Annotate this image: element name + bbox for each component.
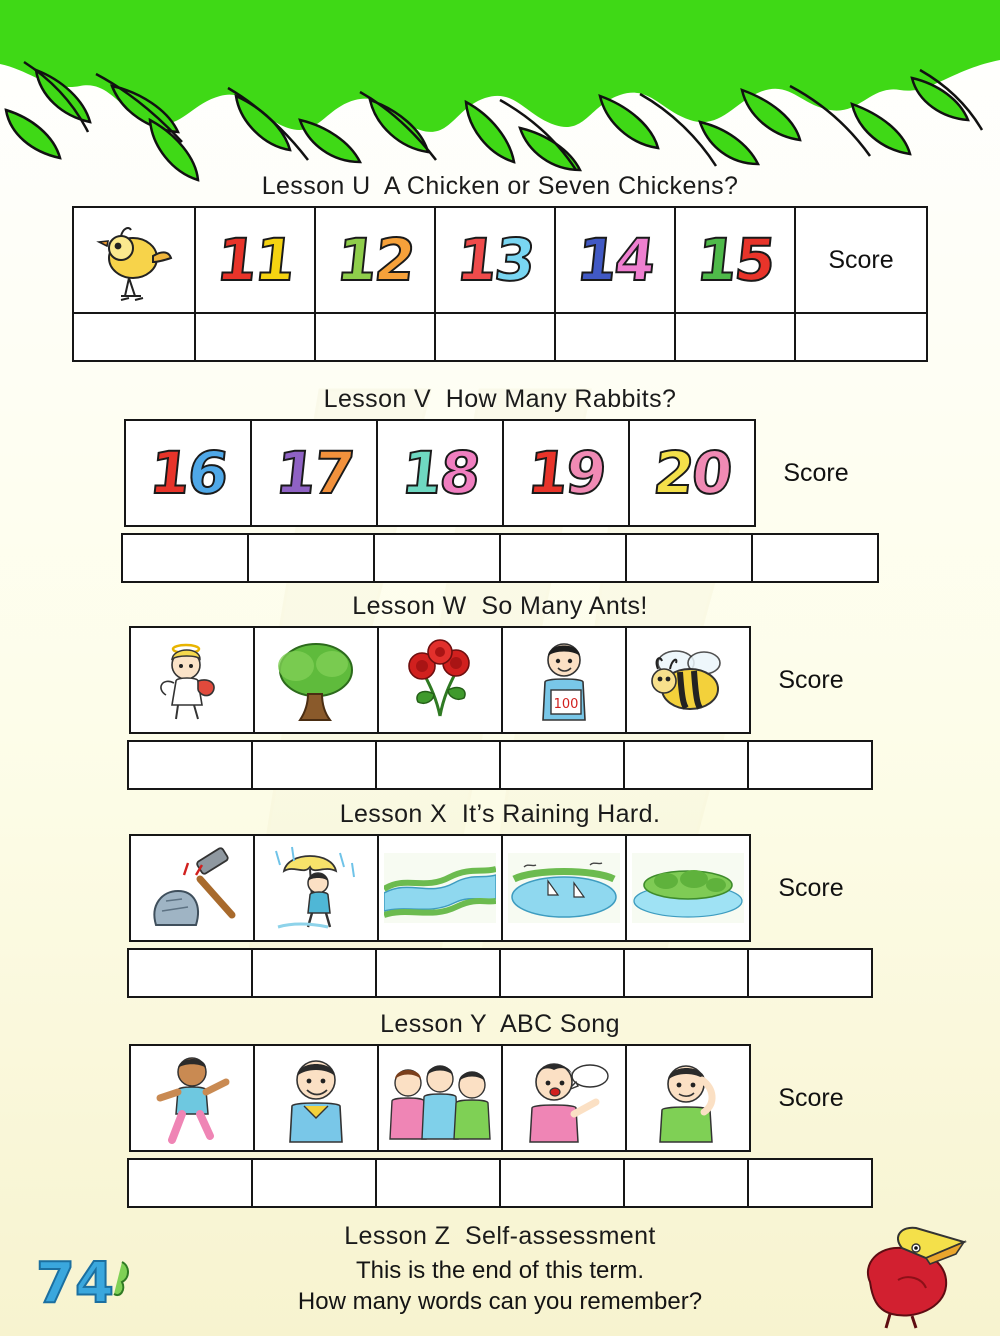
score-entry-cell[interactable] [376, 1159, 500, 1207]
toucan-bird-decoration [830, 1220, 980, 1330]
lesson-x-title: Lesson X It’s Raining Hard. [339, 800, 661, 828]
girl-with-umbrella-picture-cell [254, 835, 378, 941]
running-boy-icon [148, 1052, 236, 1144]
table-row [125, 420, 876, 526]
number-cell [675, 207, 795, 313]
table-row [73, 207, 927, 313]
score-label: Score [795, 207, 927, 313]
boy-with-test-icon [521, 636, 607, 724]
table-row [130, 835, 871, 941]
lesson-y-block [0, 1010, 1000, 1213]
lesson-y-score-table [127, 1158, 873, 1208]
girl-speaking-picture-cell [502, 1045, 626, 1151]
score-entry-cell[interactable] [376, 741, 500, 789]
score-entry-cell[interactable] [128, 1159, 252, 1207]
table-row [128, 1159, 872, 1207]
lesson-u-table-wrap [72, 206, 928, 362]
score-entry-cell[interactable] [500, 949, 624, 997]
score-entry-cell[interactable] [122, 534, 248, 582]
table-row [130, 627, 871, 733]
score-entry-cell[interactable] [376, 949, 500, 997]
number-cell [251, 420, 377, 526]
lesson-x-score-table [127, 948, 873, 998]
chick-picture-cell [73, 207, 195, 313]
score-entry-cell[interactable] [748, 1159, 872, 1207]
hammer-and-stone-picture-cell [130, 835, 254, 941]
number-cell [503, 420, 629, 526]
lesson-x-table-wrap [127, 834, 873, 998]
score-label: Score [778, 665, 844, 694]
tree-icon [270, 636, 362, 724]
score-entry-cell[interactable] [374, 534, 500, 582]
lesson-w-score-table [127, 740, 873, 790]
score-entry-cell[interactable] [500, 741, 624, 789]
lesson-z-title: Lesson Z Self-assessment [344, 1222, 656, 1250]
footer-line-1: This is the end of this term. [355, 1257, 645, 1284]
three-children-picture-cell [378, 1045, 502, 1151]
number-11: 1 1 [213, 226, 297, 294]
lesson-w-block [0, 592, 1000, 795]
number-15: 1 5 [693, 226, 777, 294]
score-label: Score [778, 1083, 844, 1112]
lesson-y-title: Lesson Y ABC Song [380, 1010, 620, 1038]
lesson-v-score-table [121, 533, 879, 583]
chick-icon [91, 216, 177, 304]
leaf-canopy-decoration [0, 0, 1000, 200]
lesson-w-table-wrap [127, 626, 873, 790]
lesson-u-table [72, 206, 928, 362]
score-entry-cell[interactable] [252, 949, 376, 997]
score-entry-cell[interactable] [624, 741, 748, 789]
number-14: 1 4 [573, 226, 657, 294]
lesson-y-table-wrap [127, 1044, 873, 1208]
score-label: Score [778, 873, 844, 902]
score-entry-cell[interactable] [252, 741, 376, 789]
girl-speaking-icon [516, 1052, 612, 1144]
score-entry-cell[interactable] [315, 313, 435, 361]
number-cell [315, 207, 435, 313]
thinking-boy-icon [642, 1052, 734, 1144]
running-boy-picture-cell [130, 1045, 254, 1151]
number-13: 1 3 [453, 226, 537, 294]
page-number [30, 1246, 140, 1316]
lesson-v-table [124, 419, 876, 527]
score-entry-cell[interactable] [128, 741, 252, 789]
hammer-and-stone-icon [144, 845, 240, 931]
island-picture-cell [626, 835, 750, 941]
smiling-boy-picture-cell [254, 1045, 378, 1151]
lesson-w-table [129, 626, 871, 734]
lesson-x-table [129, 834, 871, 942]
island-icon [632, 853, 744, 923]
score-entry-cell[interactable] [435, 313, 555, 361]
score-entry-cell[interactable] [624, 1159, 748, 1207]
bee-icon [642, 639, 734, 721]
table-row [122, 534, 878, 582]
number-cell [629, 420, 755, 526]
lake-with-boats-picture-cell [502, 835, 626, 941]
roses-picture-cell [378, 627, 502, 733]
table-row [73, 313, 927, 361]
roses-icon [394, 636, 486, 724]
bee-picture-cell [626, 627, 750, 733]
table-row [130, 1045, 871, 1151]
smiling-boy-icon [272, 1052, 360, 1144]
table-row [128, 949, 872, 997]
number-19: 1 9 [524, 439, 608, 507]
number-20: 2 0 [650, 439, 734, 507]
tree-picture-cell [254, 627, 378, 733]
score-entry-cell[interactable] [252, 1159, 376, 1207]
score-entry-cell[interactable] [128, 949, 252, 997]
score-entry-cell[interactable] [248, 534, 374, 582]
footer-line-2: How many words can you remember? [297, 1287, 703, 1315]
lake-with-boats-icon [508, 853, 620, 923]
score-entry-cell[interactable] [500, 534, 626, 582]
number-18: 1 8 [398, 439, 482, 507]
number-cell [555, 207, 675, 313]
angel-icon [152, 637, 232, 723]
score-entry-cell[interactable] [555, 313, 675, 361]
score-entry-cell[interactable] [675, 313, 795, 361]
number-16: 1 6 [146, 439, 230, 507]
three-children-icon [384, 1055, 496, 1141]
score-entry-cell[interactable] [195, 313, 315, 361]
number-cell [195, 207, 315, 313]
number-17: 1 7 [272, 439, 356, 507]
river-picture-cell [378, 835, 502, 941]
score-entry-cell[interactable] [500, 1159, 624, 1207]
river-icon [384, 853, 496, 923]
score-entry-cell[interactable] [748, 949, 872, 997]
svg-text:100: 100 [553, 697, 579, 712]
score-entry-cell[interactable] [626, 534, 752, 582]
page-number-text: 74 [36, 1251, 114, 1316]
table-row [128, 741, 872, 789]
score-entry-cell[interactable] [752, 534, 878, 582]
lesson-w-title: Lesson W So Many Ants! [352, 592, 648, 620]
score-entry-cell[interactable] [748, 741, 872, 789]
boy-with-test-picture-cell [502, 627, 626, 733]
thinking-boy-picture-cell [626, 1045, 750, 1151]
number-cell [435, 207, 555, 313]
number-cell [377, 420, 503, 526]
score-entry-cell[interactable] [73, 313, 195, 361]
number-12: 1 2 [333, 226, 417, 294]
lesson-x-block [0, 800, 1000, 1003]
girl-with-umbrella-icon [268, 843, 364, 933]
score-label: Score [783, 458, 849, 487]
lesson-v-table-wrap [121, 419, 879, 583]
angel-picture-cell [130, 627, 254, 733]
lesson-v-block [0, 385, 1000, 588]
lesson-u-title: Lesson U A Chicken or Seven Chickens? [261, 172, 739, 200]
lesson-u-block [0, 172, 1000, 367]
lesson-v-title: Lesson V How Many Rabbits? [323, 385, 677, 413]
number-cell [125, 420, 251, 526]
score-entry-cell[interactable] [624, 949, 748, 997]
lesson-y-table [129, 1044, 871, 1152]
score-entry-cell[interactable] [795, 313, 927, 361]
